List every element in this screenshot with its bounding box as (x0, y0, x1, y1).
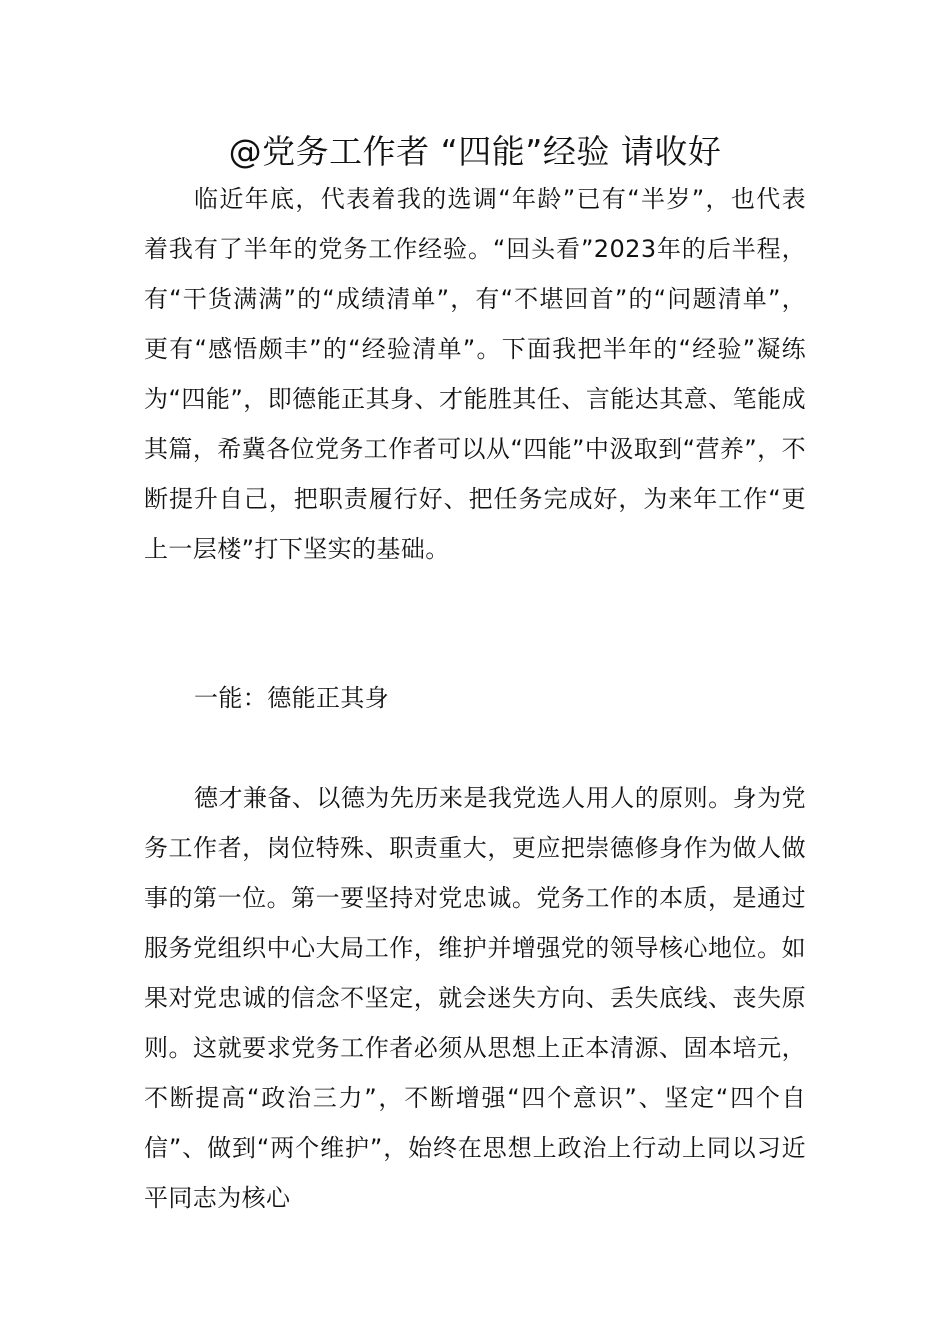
section-heading: 一能：德能正其身 (194, 684, 390, 712)
document-title: @党务工作者 “四能”经验 请收好 (228, 132, 722, 171)
section-body-paragraph: 德才兼备、以德为先历来是我党选人用人的原则。身为党务工作者，岗位特殊、职责重大，更应把崇德修身作为做人做事的第一位。第一要坚持对党忠诚。党务工作的本质，是通过服务党组织中心大局工作，维护并增强党的领导核心地位。如果对党忠诚的信念不坚定，就会迷失方向、丢失底线、丧失原则。这就要求党务工作者必须从思想上正本清源、固本培元，不断提高“政治三力”，不断增强“四个意识”、坚定“四个自信”、做到“两个维护”，始终在思想上政治上行动上同以习近平同志为核心 (144, 784, 806, 1212)
intro-paragraph: 临近年底，代表着我的选调“年龄”已有“半岁”，也代表着我有了半年的党务工作经验。“回头看”2023年的后半程，有“干货满满”的“成绩清单”，有“不堪回首”的“问题清单”，更有“感悟颇丰”的“经验清单”。下面我把半年的“经验”凝练为“四能”，即德能正其身、才能胜其任、言能达其意、笔能成其篇，希冀各位党务工作者可以从“四能”中汲取到“营养”，不断提升自己，把职责履行好、把任务完成好，为来年工作“更上一层楼”打下坚实的基础。 (144, 185, 806, 563)
